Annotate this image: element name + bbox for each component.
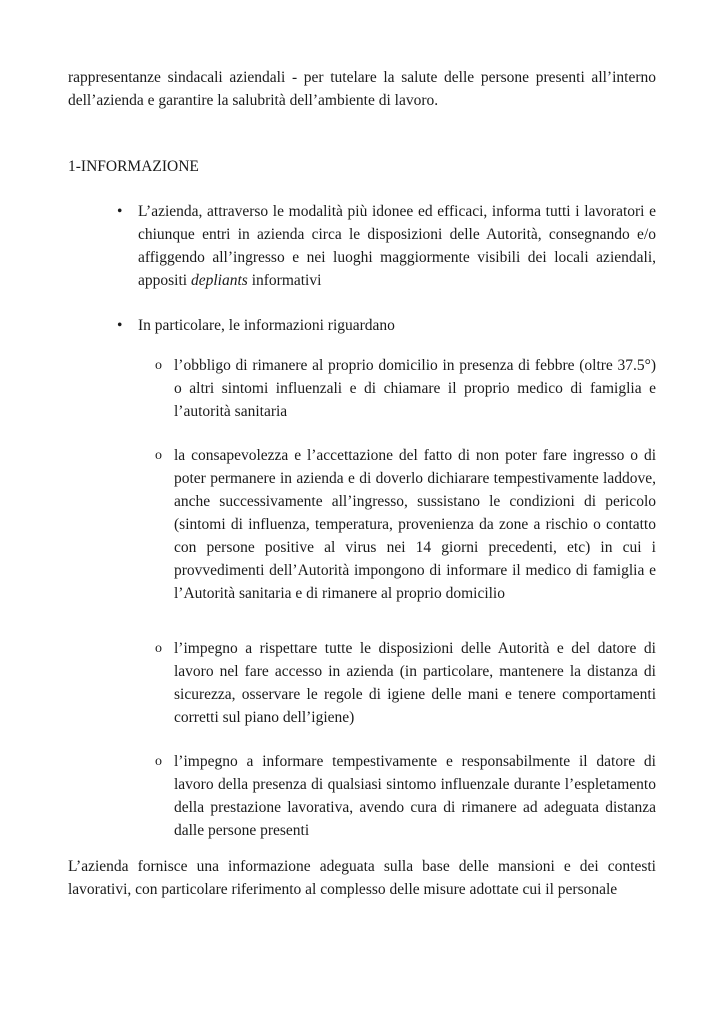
sub-bullet-marker: o (155, 358, 162, 373)
sub-item-text: la consapevolezza e l’accettazione del fatto di non poter fare ingresso o di poter permanere in azienda e di doverlo dichiarare tempestivamente laddove, anche successivamente all’ingresso, sussistano le condizioni di pericolo (sintomi di influenza, temperatura, provenienza da zone a rischio o contatto con persone positive al virus nei 14 giorni precedenti, etc) in cui i provvedimenti dell’Autorità impongono di informare il medico di famiglia e l’Autorità sanitaria e di rimanere al proprio domicilio (174, 447, 656, 602)
bullet-item (117, 200, 656, 292)
bullet-marker: • (117, 317, 123, 334)
sub-item-text: l’obbligo di rimanere al proprio domicilio in presenza di febbre (oltre 37.5°) o altri sintomi influenzali e di chiamare il proprio medico di famiglia e l’autorità sanitaria (174, 357, 656, 420)
bullet-marker: • (117, 203, 123, 220)
sub-bullet-marker: o (155, 448, 162, 463)
intro-paragraph: rappresentanze sindacali aziendali - per tutelare la salute delle persone presenti all’interno dell’azienda e garantire la salubrità dell’ambiente di lavoro. (68, 69, 656, 109)
sub-list-item (155, 750, 656, 842)
closing-paragraph: L’azienda fornisce una informazione adeguata sulla base delle mansioni e dei contesti lavorativi, con particolare riferimento al complesso delle misure adottate cui il personale (68, 858, 656, 898)
sub-list-item (155, 444, 656, 605)
sub-list-item (155, 354, 656, 423)
sub-bullet-marker: o (155, 641, 162, 656)
section-heading: 1-INFORMAZIONE (68, 158, 199, 175)
sub-bullet-marker: o (155, 754, 162, 769)
sub-item-text: l’impegno a rispettare tutte le disposizioni delle Autorità e del datore di lavoro nel fare accesso in azienda (in particolare, mantenere la distanza di sicurezza, osservare le regole di igiene delle mani e tenere comportamenti corretti sul piano dell’igiene) (174, 640, 656, 726)
sub-list-item (155, 637, 656, 729)
bullet-item (117, 314, 656, 337)
bullet-text-end: informativi (247, 272, 322, 289)
sub-item-text: l’impegno a informare tempestivamente e responsabilmente il datore di lavoro della presenza di qualsiasi sintomo influenzale durante l’espletamento della prestazione lavorativa, avendo cura di rimanere ad adeguata distanza dalle persone presenti (174, 753, 656, 839)
bullet-italic-text: depliants (190, 272, 248, 289)
bullet-text: L’azienda, attraverso le modalità più idonee ed efficaci, informa tutti i lavoratori e chiunque entri in azienda circa le disposizioni delle Autorità, consegnando e/o affiggendo all’ingresso e nei luoghi maggiormente visibili dei locali aziendali, appositi (138, 203, 656, 289)
bullet-text: In particolare, le informazioni riguardano (138, 317, 395, 334)
